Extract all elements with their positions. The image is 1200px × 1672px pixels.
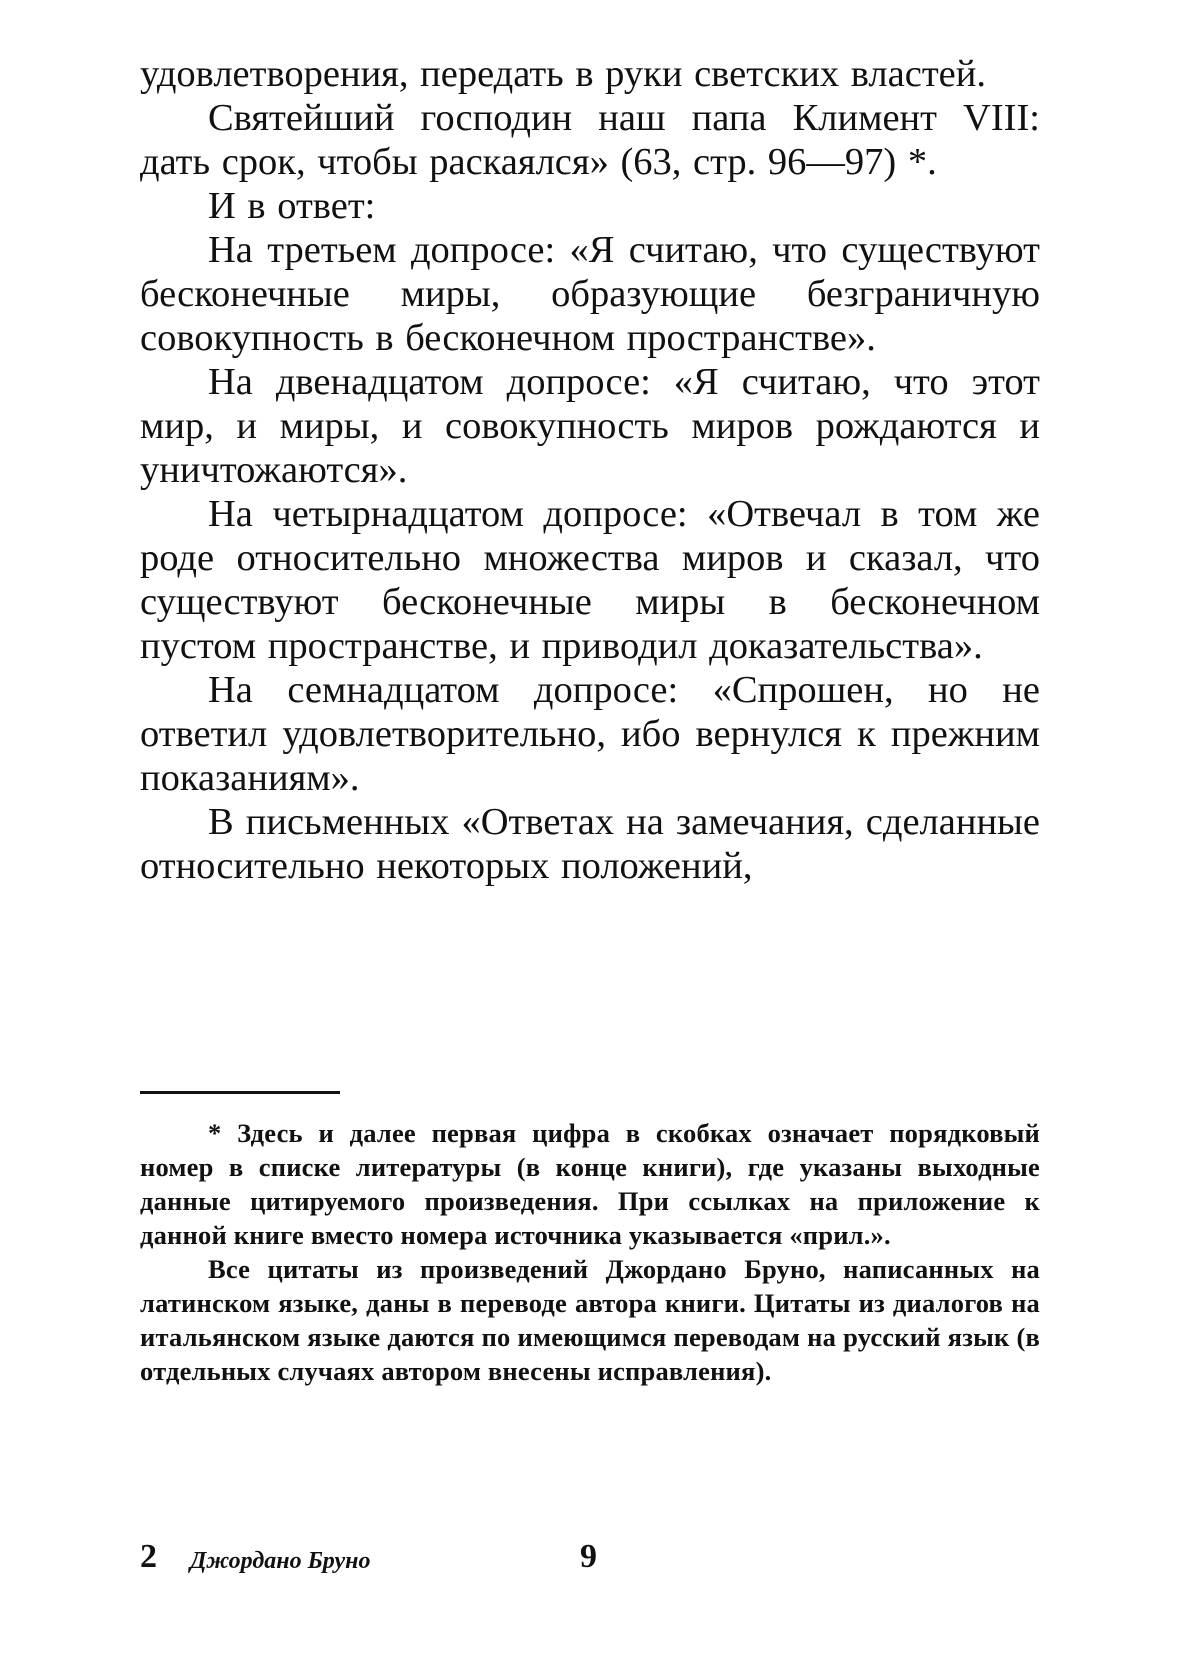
paragraph: удовлетворения, передать в руки светских властей. bbox=[140, 53, 986, 95]
main-text bbox=[140, 52, 1040, 888]
paragraph: В письменных «Ответах на замечания, сделанные относительно некоторых положений, bbox=[140, 801, 1040, 887]
paragraph: И в ответ: bbox=[208, 185, 376, 227]
page-number: 9 bbox=[580, 1538, 597, 1575]
signature-number: 2 bbox=[140, 1538, 157, 1575]
footnote: Все цитаты из произведений Джордано Бруно, написанных на латинском языке, даны в переводе автора книги. Цитаты из диалогов на итальянском языке даются по имеющимся переводам на русский язык (в отдельных случаях автором внесены исправления). bbox=[140, 1254, 1040, 1386]
page-footer bbox=[140, 1538, 1040, 1578]
paragraph: Святейший господин наш папа Климент VIII: дать срок, чтобы раскаялся» (63, стр. 96—97) *. bbox=[140, 97, 1040, 183]
footnote-divider bbox=[140, 1091, 340, 1094]
signature-text: Джордано Бруно bbox=[190, 1548, 371, 1574]
paragraph: На двенадцатом допросе: «Я считаю, что этот мир, и миры, и совокупность миров рождаются и уничтожаются». bbox=[140, 361, 1040, 491]
footnotes bbox=[140, 1116, 1040, 1388]
paragraph: На семнадцатом допросе: «Спрошен, но не ответил удовлетворительно, ибо вернулся к прежним показаниям». bbox=[140, 669, 1040, 799]
paragraph: На четырнадцатом допросе: «Отвечал в том же роде относительно множества миров и сказал, что существуют бесконечные миры в бесконечном пустом пространстве, и приводил доказательства». bbox=[140, 493, 1040, 667]
footnote: * Здесь и далее первая цифра в скобках означает порядковый номер в списке литературы (в конце книги), где указаны выходные данные цитируемого произведения. При ссылках на приложение к данной книге вместо номера источника указывается «прил.». bbox=[140, 1118, 1040, 1250]
paragraph: На третьем допросе: «Я считаю, что существуют бесконечные миры, образующие безграничную совокупность в бесконечном пространстве». bbox=[140, 229, 1040, 359]
